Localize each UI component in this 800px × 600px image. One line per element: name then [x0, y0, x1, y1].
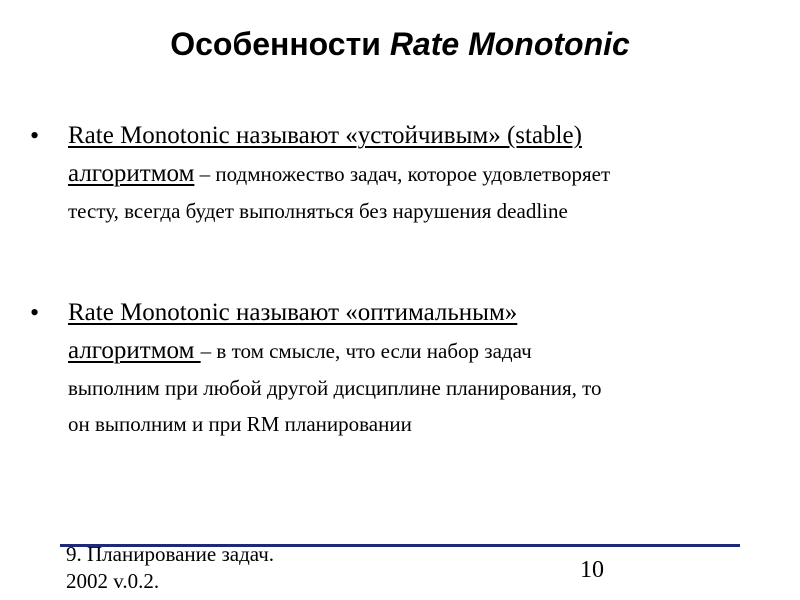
bullet-marker: •	[30, 298, 40, 327]
footer-caption	[66, 541, 274, 595]
bullet-text-line: выполним при любой другой дисциплине планирования, то	[68, 376, 602, 400]
footer-chapter: 9. Планирование задач.	[66, 542, 275, 566]
bullet-text: – в том смысле, что если набор задач	[200, 339, 532, 363]
bullet-heading-term: алгоритмом	[68, 337, 201, 364]
bullet-text-line: он выполним и при RM планировании	[68, 412, 412, 436]
title-regular: Особенности	[170, 26, 390, 62]
bullet-heading-term: алгоритмом	[68, 160, 195, 187]
bullet-text-line: тесту, всегда будет выполняться без нарушения deadline	[68, 199, 568, 223]
page-number: 10	[580, 557, 604, 583]
bullet-heading-line: Rate Monotonic называют «оптимальным»	[68, 299, 518, 326]
footer-version: 2002 v.0.2.	[66, 569, 160, 593]
bullet-body	[68, 117, 768, 229]
bullet-body	[68, 294, 768, 442]
bullet-marker: •	[30, 121, 40, 150]
title-italic: Rate Monotonic	[389, 26, 630, 62]
bullet-text: – подмножество задач, которое удовлетворяет	[194, 162, 611, 186]
bullet-heading-line: Rate Monotonic называют «устойчивым» (stable)	[68, 122, 582, 149]
slide-title	[0, 22, 800, 66]
